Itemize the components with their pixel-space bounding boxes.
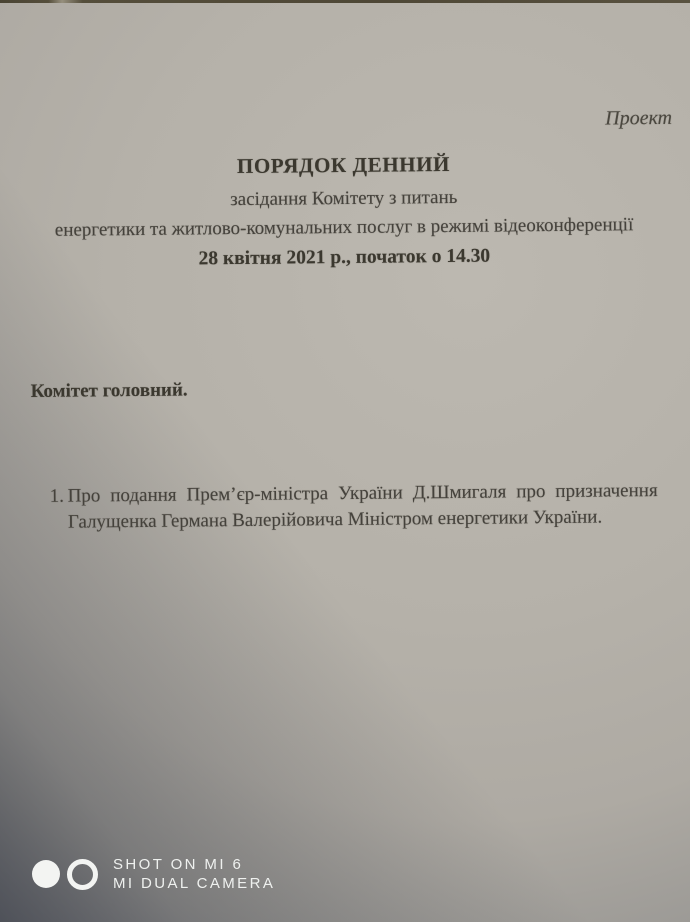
session-datetime: 28 квітня 2021 р., початок о 14.30: [198, 245, 491, 270]
agenda-item-number: 1.: [49, 485, 65, 507]
agenda-list: [50, 478, 658, 536]
section-heading: Комітет головний.: [30, 379, 188, 403]
subtitle-line-2: енергетики та житлово-комунальних послуг в режимі відеоконференції: [54, 214, 634, 241]
watermark-line-2: MI DUAL CAMERA: [113, 875, 276, 892]
document-title: ПОРЯДОК ДЕННИЙ: [236, 151, 451, 179]
camera-lens-ring-icon: [67, 859, 98, 890]
watermark-text: [113, 855, 275, 893]
draft-label: Проект: [605, 106, 673, 130]
camera-watermark: [32, 855, 275, 893]
agenda-item-text: Про подання Прем’єр-міністра України Д.Шмигаля про призначення Галущенка Германа Валерійовича Міністром енергетики України.: [67, 480, 658, 533]
document-header: [26, 149, 661, 273]
subtitle-line-1: засідання Комітету з питань: [230, 186, 458, 211]
watermark-line-1: SHOT ON MI 6: [113, 856, 244, 873]
agenda-item: [50, 478, 658, 536]
mi-dual-camera-icon: [32, 859, 98, 890]
camera-lens-filled-icon: [32, 860, 60, 888]
